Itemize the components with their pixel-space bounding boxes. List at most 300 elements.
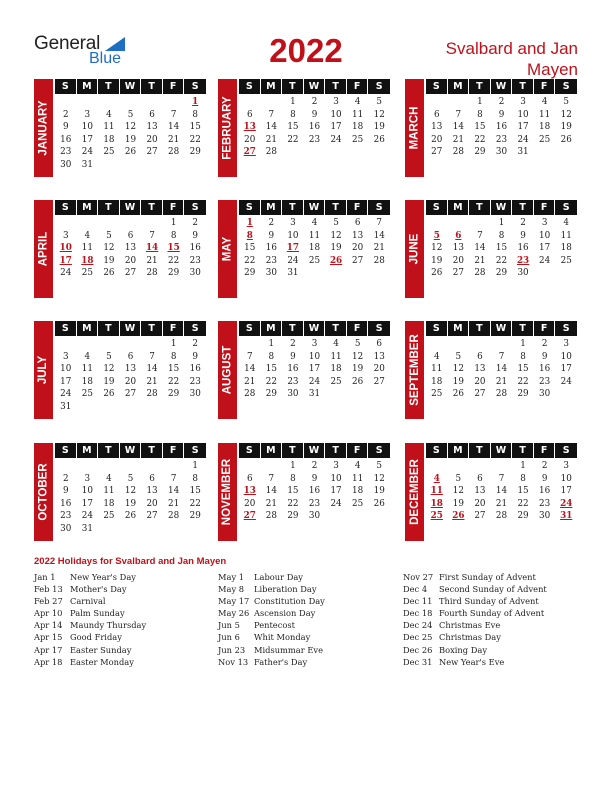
day-cell: 6 [127,230,134,241]
day-cell: 26 [103,389,115,400]
day-cell: 2 [62,109,69,120]
holiday-day-cell: 8 [246,230,253,241]
day-cell: 10 [81,486,93,497]
day-cell: 20 [373,364,385,375]
day-cell: 18 [81,376,93,387]
day-cell: 30 [189,389,201,400]
day-cell: 28 [265,511,277,522]
day-cell: 22 [168,255,180,266]
holiday-date: Dec 24 [403,620,433,631]
holiday-name: Boxing Day [439,644,488,655]
day-cell: 16 [495,122,508,133]
day-cell: 20 [146,134,158,145]
day-cell: 19 [373,122,385,133]
empty-day-cell [55,217,77,230]
month-name-label: MARCH [408,106,421,150]
holiday-name: New Year's Day [70,572,136,582]
weekday-label: S [55,200,77,215]
weekday-label: T [282,200,304,215]
weekday-label: T [141,79,163,94]
day-cell: 6 [149,109,155,120]
day-cell: 2 [192,339,198,349]
day-cell: 29 [517,389,529,400]
holiday-row [218,619,398,631]
holiday-row [218,644,398,656]
day-cell: 29 [287,511,299,522]
holiday-name: Pentecost [254,620,295,631]
day-cell: 11 [539,109,551,120]
day-cell: 16 [539,486,551,497]
holiday-date: Dec 11 [403,596,433,607]
holiday-date: Apr 15 [34,632,63,643]
empty-day-cell [261,96,283,109]
weekday-label: T [282,321,304,336]
day-cell: 31 [60,401,72,412]
holiday-row [403,644,583,656]
day-grid [55,338,206,414]
day-cell: 29 [189,147,201,158]
day-cell: 7 [149,230,155,241]
holiday-row [403,583,583,595]
day-cell: 10 [539,230,551,241]
weekday-label: W [120,79,142,94]
day-cell: 25 [352,498,364,509]
day-cell: 12 [452,486,464,497]
day-cell: 10 [517,109,529,120]
day-cell: 8 [268,351,275,362]
day-cell: 23 [265,255,277,266]
holiday-name: Fourth Sunday of Advent [439,608,545,619]
day-cell: 1 [290,97,296,107]
day-cell: 21 [168,134,180,145]
day-cell: 10 [287,230,299,241]
day-cell: 21 [495,498,508,509]
day-cell: 28 [373,255,385,266]
day-cell: 2 [311,97,318,107]
weekday-label: M [77,79,99,94]
empty-day-cell [491,460,513,473]
day-cell: 3 [84,109,91,120]
day-cell: 23 [189,376,201,387]
day-cell: 19 [103,376,115,387]
month-name-label: MAY [221,236,234,262]
empty-day-cell [141,217,163,230]
weekday-label: S [239,321,261,336]
day-cell: 7 [246,351,253,362]
holiday-name: Second Sunday of Advent [439,584,547,595]
empty-day-cell [55,96,77,109]
day-cell: 14 [168,122,180,133]
empty-day-cell [426,460,448,473]
holiday-date: May 8 [218,584,245,595]
day-cell: 12 [352,351,364,362]
month-name [405,79,424,177]
holiday-name: Good Friday [70,632,122,643]
empty-day-cell [448,96,470,109]
day-cell: 18 [308,243,321,254]
day-cell: 18 [352,122,364,133]
holiday-date: Jun 23 [218,644,246,655]
holiday-day-cell: 23 [516,255,530,266]
day-cell: 21 [146,376,158,387]
holiday-name: Mother's Day [70,584,127,595]
day-cell: 6 [127,351,134,362]
weekday-header [426,79,577,94]
day-cell: 27 [146,147,158,158]
empty-day-cell [98,96,120,109]
day-cell: 12 [373,109,385,120]
day-cell: 20 [124,376,137,387]
day-cell: 28 [146,389,158,400]
month-name-label: DECEMBER [408,459,421,525]
day-cell: 14 [244,364,256,375]
day-cell: 28 [474,268,486,279]
weekday-label: F [163,200,185,215]
day-cell: 15 [517,364,529,375]
day-cell: 8 [520,473,526,484]
holiday-row [403,571,583,583]
day-cell: 25 [308,255,321,266]
holiday-date: May 17 [218,596,250,607]
day-cell: 18 [560,243,572,254]
day-cell: 28 [244,389,256,400]
day-cell: 22 [189,498,201,509]
holiday-name: Carnival [70,596,106,607]
day-cell: 25 [103,147,115,158]
day-cell: 8 [498,230,505,241]
day-cell: 4 [541,97,548,107]
day-cell: 12 [452,364,464,375]
weekday-label: T [469,79,491,94]
day-grid [426,217,577,280]
day-cell: 15 [168,364,180,375]
day-cell: 12 [103,364,115,375]
holiday-name: Ascension Day [254,608,316,619]
day-cell: 25 [560,255,572,266]
weekday-label: W [120,443,142,458]
day-cell: 22 [474,134,486,145]
weekday-header [426,443,577,458]
day-cell: 3 [62,351,69,362]
day-cell: 14 [474,243,486,254]
day-cell: 9 [192,230,198,241]
holiday-name: Easter Monday [70,656,134,667]
day-cell: 26 [373,498,385,509]
calendar-year: 2022 [269,32,343,69]
day-cell: 8 [170,230,177,241]
day-cell: 12 [124,486,137,497]
day-cell: 2 [290,339,296,349]
empty-day-cell [426,217,448,230]
day-cell: 9 [62,122,69,133]
month-name [405,200,424,298]
weekday-label: S [239,79,261,94]
day-cell: 19 [431,255,443,266]
day-cell: 22 [189,134,201,145]
weekday-label: W [120,321,142,336]
day-grid [426,338,577,401]
weekday-label: W [491,200,513,215]
day-cell: 30 [265,268,277,279]
day-cell: 28 [168,147,180,158]
day-cell: 27 [431,147,443,158]
weekday-label: T [512,443,534,458]
holiday-row [34,583,214,595]
holiday-day-cell: 6 [455,230,462,241]
day-cell: 22 [244,255,256,266]
day-cell: 4 [106,109,112,120]
month-name [34,443,53,541]
day-cell: 18 [103,498,115,509]
weekday-label: T [512,200,534,215]
day-cell: 7 [268,109,275,120]
weekday-label: F [347,200,369,215]
day-cell: 20 [474,498,486,509]
day-cell: 25 [330,376,342,387]
day-cell: 26 [560,134,572,145]
day-cell: 22 [168,376,180,387]
empty-day-cell [469,460,491,473]
day-cell: 27 [352,255,364,266]
weekday-header [239,200,390,215]
day-cell: 30 [60,523,72,534]
holiday-name: New Year's Eve [439,656,505,667]
weekday-label: S [562,202,570,213]
holiday-row [34,595,214,607]
weekday-label: F [163,443,185,458]
day-cell: 23 [287,376,299,387]
weekday-label: W [304,321,326,336]
month-june [405,200,583,300]
weekday-label: S [562,445,570,456]
day-cell: 2 [268,218,275,228]
weekday-label: S [191,445,199,456]
weekday-label: S [562,323,570,334]
month-name [218,321,237,419]
weekday-header [55,200,206,215]
day-cell: 30 [517,268,529,279]
day-cell: 30 [189,268,201,279]
day-cell: 17 [539,243,551,254]
day-cell: 23 [60,511,72,522]
empty-day-cell [120,96,142,109]
holiday-day-cell: 13 [243,486,256,497]
holiday-name: Constitution Day [254,596,325,607]
day-cell: 3 [563,339,569,349]
holiday-name: Christmas Eve [439,620,501,631]
month-name [34,321,53,419]
weekday-label: S [375,81,383,92]
holiday-date: Apr 18 [34,656,63,667]
holiday-row [34,607,214,619]
day-cell: 14 [146,364,158,375]
empty-day-cell [426,338,448,351]
holiday-day-cell: 13 [243,122,256,133]
day-cell: 10 [81,122,93,133]
month-name [218,79,237,177]
day-cell: 30 [287,389,299,400]
day-cell: 1 [290,461,296,471]
day-cell: 19 [124,134,137,145]
day-cell: 2 [541,339,548,349]
month-name [405,443,424,541]
day-cell: 4 [84,230,91,241]
day-cell: 5 [127,109,134,120]
day-cell: 6 [376,339,382,349]
weekday-header [55,321,206,336]
day-cell: 17 [81,134,93,145]
day-cell: 14 [452,122,464,133]
day-grid [426,96,577,159]
day-cell: 5 [563,97,569,107]
weekday-label: T [98,200,120,215]
empty-day-cell [491,338,513,351]
holiday-day-cell: 26 [329,255,343,266]
weekday-label: S [55,79,77,94]
day-cell: 12 [330,230,342,241]
weekday-label: M [77,321,99,336]
day-cell: 5 [455,351,462,362]
day-cell: 4 [84,351,91,362]
day-cell: 3 [563,461,569,471]
weekday-header [426,200,577,215]
month-august [218,321,396,421]
day-cell: 5 [354,339,361,349]
empty-day-cell [163,460,185,473]
day-cell: 13 [452,243,464,254]
weekday-label: M [448,79,470,94]
day-cell: 6 [246,109,253,120]
holiday-row [218,607,398,619]
weekday-label: S [562,81,570,92]
day-cell: 31 [81,523,93,534]
empty-day-cell [261,460,283,473]
holiday-date: Dec 18 [403,608,433,619]
day-cell: 13 [146,486,158,497]
weekday-label: S [426,200,448,215]
day-cell: 5 [106,230,112,241]
holiday-name: Easter Sunday [70,644,132,655]
month-name-label: OCTOBER [37,463,50,521]
weekday-label: W [304,79,326,94]
month-name [405,321,424,419]
month-name-label: JULY [37,355,50,385]
day-cell: 18 [431,376,443,387]
day-cell: 24 [560,376,572,387]
weekday-label: T [98,79,120,94]
day-cell: 17 [60,376,72,387]
day-cell: 26 [103,268,115,279]
day-cell: 14 [168,486,180,497]
month-april [34,200,212,300]
holiday-day-cell: 10 [59,243,72,254]
weekday-label: W [491,321,513,336]
day-cell: 29 [265,389,277,400]
weekday-label: W [491,443,513,458]
day-cell: 4 [333,339,339,349]
month-name-label: NOVEMBER [221,458,234,526]
day-cell: 3 [541,218,548,228]
day-cell: 13 [124,364,137,375]
month-january [34,79,212,179]
weekday-header [55,443,206,458]
month-name [34,200,53,298]
weekday-label: S [55,321,77,336]
holiday-date: May 1 [218,572,245,582]
weekday-label: T [469,443,491,458]
day-cell: 30 [495,147,508,158]
day-cell: 23 [539,376,551,387]
day-cell: 25 [103,511,115,522]
day-cell: 9 [311,473,318,484]
month-name-label: JANUARY [37,100,50,156]
day-cell: 23 [189,255,201,266]
day-cell: 3 [84,473,91,484]
day-cell: 19 [373,486,385,497]
day-cell: 9 [290,351,296,362]
holiday-column [218,571,398,668]
holiday-name: Labour Day [254,572,303,582]
weekday-label: T [98,321,120,336]
weekday-header [55,79,206,94]
day-cell: 28 [168,511,180,522]
day-cell: 15 [495,243,508,254]
holiday-name: First Sunday of Advent [439,572,536,582]
day-cell: 13 [352,230,364,241]
day-cell: 4 [311,218,318,228]
weekday-label: F [347,79,369,94]
month-may [218,200,396,300]
day-cell: 9 [62,486,69,497]
holiday-row [34,619,214,631]
day-cell: 17 [560,486,572,497]
day-cell: 4 [106,473,112,484]
day-cell: 10 [560,351,572,362]
day-cell: 24 [287,255,299,266]
day-cell: 27 [124,389,137,400]
day-cell: 16 [189,364,201,375]
weekday-label: F [534,321,556,336]
day-cell: 6 [246,473,253,484]
day-cell: 19 [352,364,364,375]
day-cell: 14 [265,122,277,133]
weekday-label: T [98,443,120,458]
holiday-row [218,656,398,668]
day-cell: 3 [290,218,296,228]
day-cell: 17 [330,486,342,497]
empty-day-cell [77,217,99,230]
weekday-label: S [375,323,383,334]
day-cell: 2 [192,218,198,228]
weekday-label: M [448,321,470,336]
holiday-row [218,631,398,643]
empty-day-cell [55,338,77,351]
day-cell: 20 [244,498,256,509]
weekday-label: S [191,323,199,334]
day-cell: 9 [268,230,275,241]
day-cell: 13 [474,364,486,375]
day-cell: 11 [103,122,115,133]
month-march [405,79,583,179]
weekday-label: S [375,445,383,456]
day-cell: 3 [333,97,339,107]
holiday-name: Christmas Day [439,632,501,643]
holiday-date: Feb 13 [34,584,63,595]
day-cell: 20 [352,243,364,254]
holiday-date: Jan 1 [34,572,56,582]
day-cell: 7 [455,109,462,120]
holiday-date: Jun 5 [218,620,240,631]
